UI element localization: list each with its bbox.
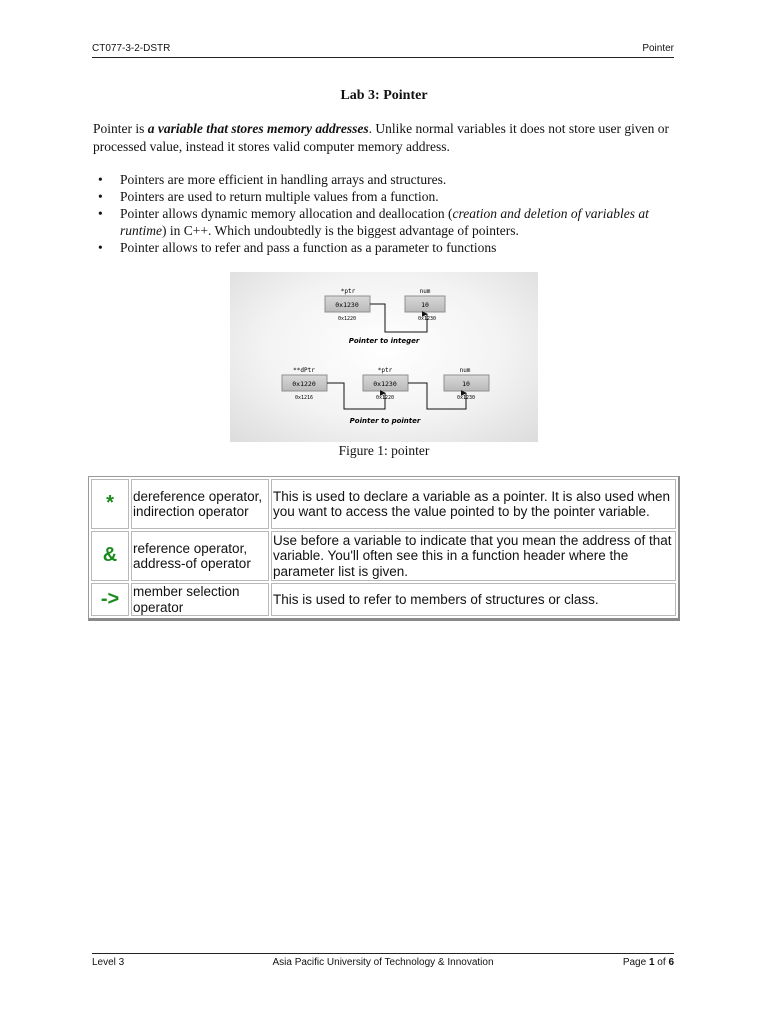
operators-table bbox=[88, 476, 680, 621]
num-value: 10 bbox=[421, 301, 429, 309]
num2-value: 10 bbox=[462, 380, 470, 388]
num2-label: num bbox=[459, 367, 471, 374]
ptr-address: 0x1220 bbox=[337, 316, 357, 322]
header-topic: Pointer bbox=[642, 43, 674, 54]
page-footer bbox=[92, 953, 674, 972]
list-item: • Pointer allows dynamic memory allocation and deallocation (creation and deletion of variables at runtime) in C++. Which undoubtedly is the biggest advantage of pointers. bbox=[98, 206, 649, 238]
operator-description: This is used to refer to members of structures or class. bbox=[271, 583, 676, 616]
intro-lead: Pointer is bbox=[93, 121, 148, 136]
table-row bbox=[91, 479, 676, 529]
operator-symbol: & bbox=[91, 531, 129, 581]
num-address: 0x1230 bbox=[417, 316, 437, 322]
ptr-label: *ptr bbox=[340, 288, 356, 295]
footer-institution: Asia Pacific University of Technology & Innovation bbox=[272, 957, 494, 968]
dptr-label: **dPtr bbox=[293, 367, 315, 374]
advantages-list bbox=[93, 171, 683, 256]
operator-symbol: * bbox=[91, 479, 129, 529]
operator-description: This is used to declare a variable as a pointer. It is also used when you want to access the value pointed to by the pointer variable. bbox=[271, 479, 676, 529]
table-row bbox=[91, 531, 676, 581]
operator-name: dereference operator, indirection operator bbox=[131, 479, 269, 529]
bullet-glyph: • bbox=[98, 189, 103, 204]
list-item: • Pointer allows to refer and pass a function as a parameter to functions bbox=[98, 240, 497, 255]
operator-description: Use before a variable to indicate that you mean the address of that variable. You'll often see this in a function header where the parameter list is given. bbox=[271, 531, 676, 581]
page-header bbox=[92, 41, 674, 58]
list-item: • Pointers are used to return multiple values from a function. bbox=[98, 189, 439, 204]
diagram-caption-bottom: Pointer to pointer bbox=[349, 417, 421, 425]
pointer-diagram bbox=[230, 272, 538, 442]
bullet-glyph: • bbox=[98, 206, 103, 221]
ptr2-value: 0x1230 bbox=[373, 380, 397, 388]
footer-level: Level 3 bbox=[92, 957, 125, 968]
ptr-value: 0x1230 bbox=[335, 301, 359, 309]
dptr-value: 0x1220 bbox=[292, 380, 316, 388]
intro-paragraph bbox=[93, 120, 683, 156]
table-row bbox=[91, 583, 676, 616]
diagram-caption-top: Pointer to integer bbox=[348, 337, 420, 345]
bullet-glyph: • bbox=[98, 172, 103, 187]
num-label: num bbox=[419, 288, 431, 295]
num2-address: 0x1230 bbox=[456, 395, 476, 401]
operator-name: reference operator, address-of operator bbox=[131, 531, 269, 581]
page-number: Page 1 of 6 bbox=[622, 957, 674, 968]
operator-name: member selection operator bbox=[131, 583, 269, 616]
bullet-glyph: • bbox=[98, 240, 103, 255]
list-item: • Pointers are more efficient in handling arrays and structures. bbox=[98, 172, 447, 187]
intro-rest: . Unlike normal variables it does not store user given or processed value, instead it stores valid computer memory address. bbox=[93, 121, 669, 154]
operator-symbol: -> bbox=[91, 583, 129, 616]
dptr-address: 0x1216 bbox=[294, 395, 314, 401]
ptr2-label: *ptr bbox=[377, 367, 393, 374]
course-code: CT077-3-2-DSTR bbox=[92, 43, 171, 54]
ptr2-address: 0x1220 bbox=[375, 395, 395, 401]
figure-caption: Figure 1: pointer bbox=[338, 443, 430, 458]
intro-emphasis: a variable that stores memory addresses bbox=[147, 121, 369, 136]
page-title: Lab 3: Pointer bbox=[340, 88, 428, 103]
